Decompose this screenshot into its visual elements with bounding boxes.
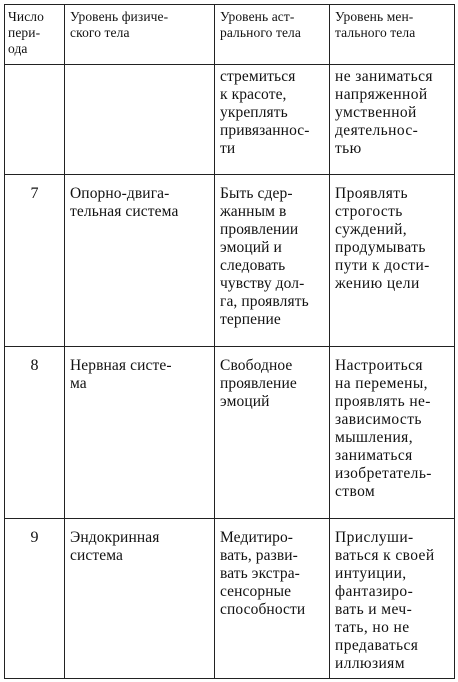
cell-number: 7 — [5, 175, 65, 347]
cell-number — [5, 65, 65, 175]
table-header-row — [5, 5, 455, 65]
cell-physical: Опорно-двига- тельная система — [65, 175, 215, 347]
cell-astral: Быть сдер- жанным в проявлении эмоций и следовать чувству дол- га, проявлять терпение — [215, 175, 330, 347]
table-row — [5, 519, 455, 679]
cell-physical: Нервная систе- ма — [65, 347, 215, 519]
cell-number: 9 — [5, 519, 65, 679]
cell-astral: Медитиро- вать, разви- вать экстра- сенсорные способности — [215, 519, 330, 679]
cell-mental: Проявлять строгость суждений, продумывать пути к дости- жению цели — [330, 175, 455, 347]
periods-table — [4, 4, 455, 679]
table-row — [5, 175, 455, 347]
cell-mental: Настроиться на перемены, проявлять не- зависимость мышления, заниматься изобретатель- ством — [330, 347, 455, 519]
cell-mental: Прислуши- ваться к своей интуиции, фантазиро- вать и меч- тать, но не предаваться иллюзиям — [330, 519, 455, 679]
header-period-number: Число пери- ода — [5, 5, 65, 65]
cell-physical: Эндокринная система — [65, 519, 215, 679]
header-mental-level: Уровень мен- тального тела — [330, 5, 455, 65]
document-page — [4, 4, 454, 679]
table-row — [5, 347, 455, 519]
header-astral-level: Уровень аст- рального тела — [215, 5, 330, 65]
cell-physical — [65, 65, 215, 175]
cell-number: 8 — [5, 347, 65, 519]
cell-astral: Свободное проявление эмоций — [215, 347, 330, 519]
cell-mental: не заниматься напряженной умственной деятельнос- тью — [330, 65, 455, 175]
header-physical-level: Уровень физиче- ского тела — [65, 5, 215, 65]
cell-astral: стремиться к красоте, укреплять привязаннос- ти — [215, 65, 330, 175]
table-row-continuation — [5, 65, 455, 175]
